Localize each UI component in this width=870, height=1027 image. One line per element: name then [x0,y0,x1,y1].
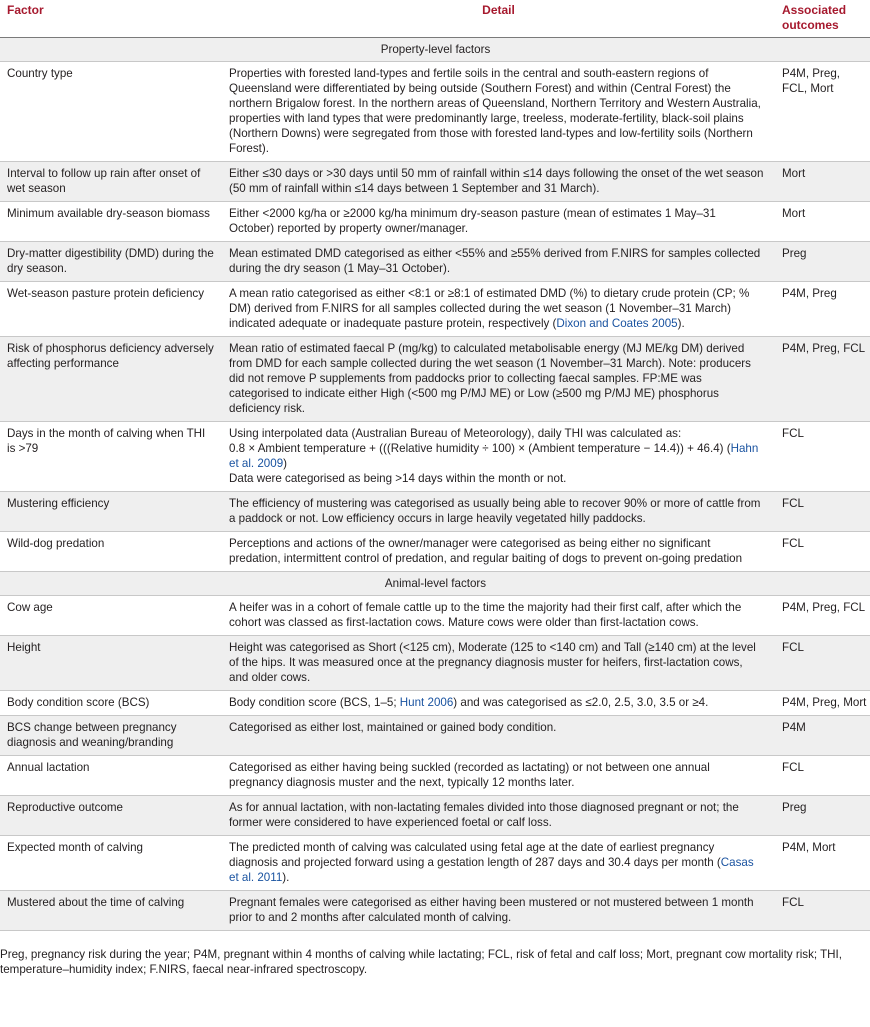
outcomes-cell: FCL [774,532,870,572]
factor-cell: Interval to follow up rain after onset of wet season [0,162,222,202]
detail-text: 0.8 × Ambient temperature + (((Relative humidity ÷ 100) × (Ambient temperature − 14.4)) + 46.4) ( [229,442,731,455]
detail-cell [222,836,774,891]
factor-cell: Country type [0,62,222,162]
table-footnote: Preg, pregnancy risk during the year; P4M, pregnant within 4 months of calving while lactating; FCL, risk of fetal and calf loss; Mort, pregnant cow mortality risk; THI, temperature–humidity index; F.NIRS, faecal near-infrared spectroscopy. [0,948,842,976]
factor-cell: Wet-season pasture protein deficiency [0,282,222,337]
detail-cell: A heifer was in a cohort of female cattle up to the time the majority had their first calf, after which the cohort was classed as first-lactation cows. Mature cows were older than first-lactation cows. [222,596,774,636]
detail-text: Body condition score (BCS, 1–5; [229,696,400,709]
factor-cell: Annual lactation [0,756,222,796]
header-outcomes: Associated outcomes [774,0,870,38]
section-row-property [0,38,870,62]
detail-cell: Mean ratio of estimated faecal P (mg/kg) to calculated metabolisable energy (MJ ME/kg DM) derived from DMD for each sample collected during the wet season (1 November–31 March). Note: producers did not remove P supplements from paddocks prior to collecting faecal samples. FP:ME was categorised to indicate either High (<500 mg P/MJ ME) or Low (≥500 mg P/MJ ME) phosphorus deficiency risk. [222,337,774,422]
outcomes-cell: P4M, Mort [774,836,870,891]
outcomes-cell: P4M, Preg, Mort [774,691,870,716]
table-row [0,716,870,756]
detail-cell [222,282,774,337]
table-row [0,532,870,572]
factor-cell: Mustered about the time of calving [0,891,222,931]
table-row [0,422,870,492]
detail-cell: Categorised as either having being suckled (recorded as lactating) or not between one annual pregnancy diagnosis muster and the next, typically 12 months later. [222,756,774,796]
table-row [0,836,870,891]
detail-cell: The efficiency of mustering was categorised as usually being able to recover 90% or more of cattle from a paddock or not. Low efficiency occurs in large heavily vegetated hilly paddocks. [222,492,774,532]
outcomes-cell: FCL [774,891,870,931]
section-row-animal [0,572,870,596]
factor-cell: Mustering efficiency [0,492,222,532]
detail-cell: Pregnant females were categorised as either having been mustered or not mustered between 1 month prior to and 2 months after calculated month of calving. [222,891,774,931]
outcomes-cell: FCL [774,756,870,796]
section-title-animal: Animal-level factors [0,572,870,596]
table-row [0,796,870,836]
section-title-property: Property-level factors [0,38,870,62]
detail-text: Data were categorised as being >14 days within the month or not. [229,472,567,485]
citation-link[interactable]: Dixon and Coates 2005 [556,317,678,330]
table-row [0,891,870,931]
factor-cell: Reproductive outcome [0,796,222,836]
table-row [0,492,870,532]
table-row [0,691,870,716]
outcomes-cell: Preg [774,796,870,836]
detail-cell: Mean estimated DMD categorised as either <55% and ≥55% derived from F.NIRS for samples collected during the dry season (1 May–31 October). [222,242,774,282]
table-row [0,596,870,636]
table-row [0,636,870,691]
table-row [0,282,870,337]
table-row [0,242,870,282]
table-row [0,162,870,202]
header-detail: Detail [222,0,774,38]
detail-cell [222,422,774,492]
factor-cell: Days in the month of calving when THI is >79 [0,422,222,492]
factor-cell: Dry-matter digestibility (DMD) during the dry season. [0,242,222,282]
table-row [0,202,870,242]
thi-formula [229,441,764,471]
detail-text: ). [677,317,685,330]
factor-cell: Height [0,636,222,691]
detail-text: ) and was categorised as ≤2.0, 2.5, 3.0, 3.5 or ≥4. [453,696,709,709]
table-row [0,756,870,796]
factor-cell: Expected month of calving [0,836,222,891]
factor-cell: Body condition score (BCS) [0,691,222,716]
citation-link[interactable]: Hunt 2006 [399,696,454,709]
detail-cell: Categorised as either lost, maintained or gained body condition. [222,716,774,756]
table-row [0,337,870,422]
header-factor: Factor [0,0,222,38]
detail-cell: Either <2000 kg/ha or ≥2000 kg/ha minimum dry-season pasture (mean of estimates 1 May–31 October) reported by property owner/manager. [222,202,774,242]
factor-cell: Cow age [0,596,222,636]
outcomes-cell: Preg [774,242,870,282]
outcomes-cell: P4M [774,716,870,756]
detail-cell: Properties with forested land-types and fertile soils in the central and south-eastern regions of Queensland were differentiated by being outside (Southern Forest) and within (Central Forest) the northern Brigalow forest. In the northern areas of Queensland, Northern Territory and Western Australia, properties with land types that were predominantly large, treeless, moderate-fertility, black-soil plains (Northern Downs) were segregated from those with forested land-types and low-fertility soils (Northern Forest). [222,62,774,162]
citation-link[interactable]: Casas et al. 2011 [229,856,754,884]
outcomes-cell: Mort [774,202,870,242]
citation-link[interactable]: Hahn et al. 2009 [229,442,759,470]
factor-cell: Minimum available dry-season biomass [0,202,222,242]
outcomes-cell: P4M, Preg [774,282,870,337]
detail-cell: Either ≤30 days or >30 days until 50 mm of rainfall within ≤14 days following the onset of the wet season (50 mm of rainfall within ≤14 days between 1 September and 31 March). [222,162,774,202]
header-row [0,0,870,38]
detail-text: Using interpolated data (Australian Bureau of Meteorology), daily THI was calculated as: [229,427,682,440]
detail-cell: Perceptions and actions of the owner/manager were categorised as being either no significant predation, intermittent control of predation, and regular baiting of dogs to prevent on-going predation [222,532,774,572]
table-row [0,62,870,162]
outcomes-cell: P4M, Preg, FCL [774,337,870,422]
outcomes-cell: FCL [774,492,870,532]
outcomes-cell: Mort [774,162,870,202]
detail-text: ) [283,457,288,470]
detail-text: The predicted month of calving was calculated using fetal age at the date of earliest pregnancy diagnosis and projected forward using a gestation length of 287 days and 30.4 days per month ( [229,841,721,869]
detail-cell [222,691,774,716]
outcomes-cell: FCL [774,422,870,492]
detail-cell: As for annual lactation, with non-lactating females divided into those diagnosed pregnant or not; the former were considered to have experienced foetal or calf loss. [222,796,774,836]
detail-text: A mean ratio categorised as either <8:1 or ≥8:1 of estimated DMD (%) to dietary crude protein (CP; % DM) derived from F.NIRS for all samples collected during the wet season (1 November–31 March) indicated adequate or inadequate pasture protein, respectively ( [229,287,750,330]
factor-cell: Wild-dog predation [0,532,222,572]
detail-text: ). [282,871,290,884]
outcomes-cell: P4M, Preg, FCL, Mort [774,62,870,162]
detail-cell: Height was categorised as Short (<125 cm), Moderate (125 to <140 cm) and Tall (≥140 cm) at the level of the hips. It was measured once at the pregnancy diagnosis muster for heifers, first-lactation cows, and older cows. [222,636,774,691]
outcomes-cell: P4M, Preg, FCL [774,596,870,636]
outcomes-cell: FCL [774,636,870,691]
factor-cell: Risk of phosphorus deficiency adversely affecting performance [0,337,222,422]
factor-cell: BCS change between pregnancy diagnosis and weaning/branding [0,716,222,756]
